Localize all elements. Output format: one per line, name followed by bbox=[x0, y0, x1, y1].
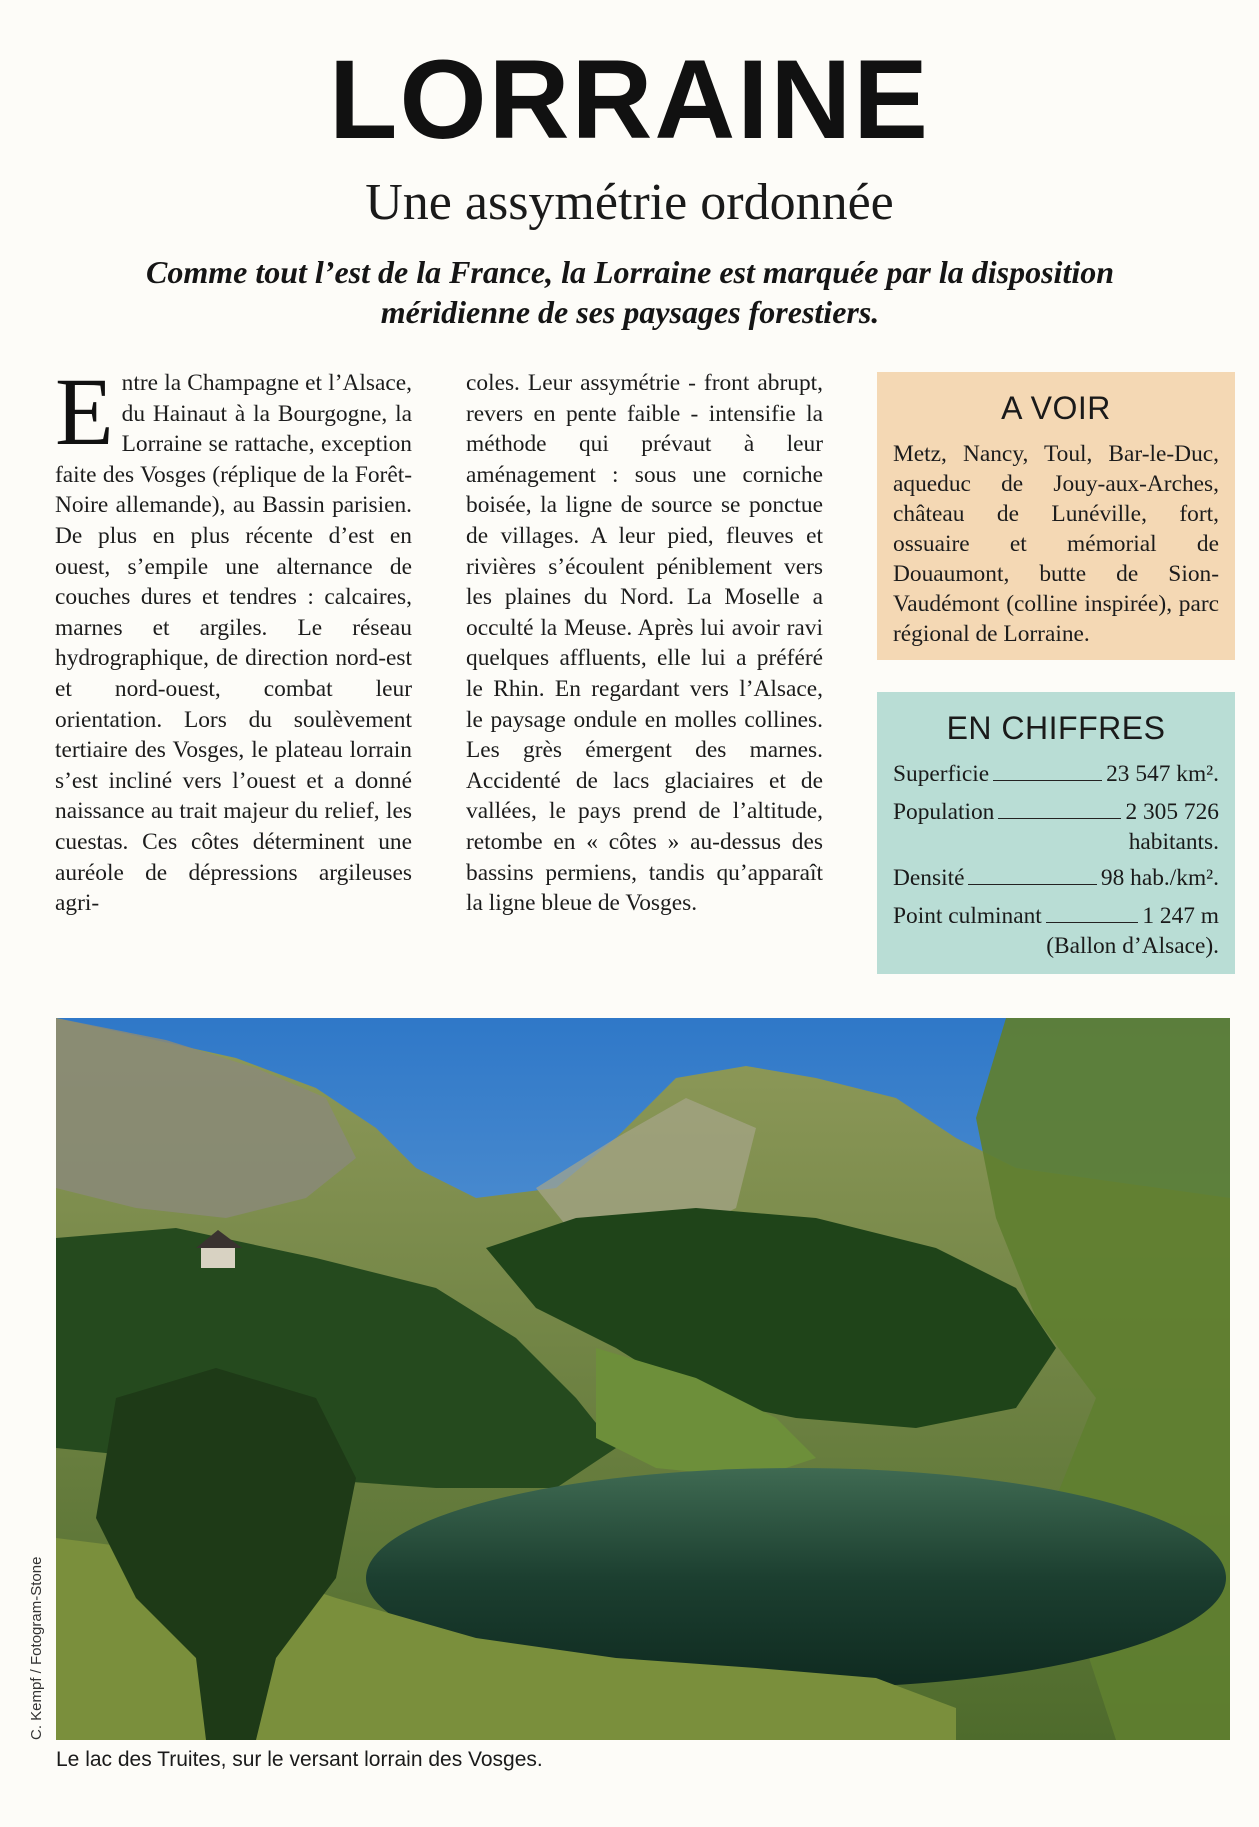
lake-landscape-illustration bbox=[56, 1018, 1230, 1740]
stat-population bbox=[893, 797, 1219, 827]
leader-line bbox=[968, 884, 1096, 885]
column-2-text: coles. Leur assymétrie - front abrupt, revers en pente faible - intensifie la méthode qui prévaut à leur aménagement : sous une corniche boisée, la ligne de source se ponctue de villages. A leur pied, fleuves et rivières s’écoulent péniblement vers les plaines du Nord. La Moselle a occulté la Meuse. Après lui avoir ravi quelques affluents, elle lui a préféré le Rhin. En regardant vers l’Alsace, le paysage ondule en molles collines. Les grès émergent des marnes. Accidenté de lacs glaciaires et de vallées, le pays prend de l’altitude, retombe en « côtes » au-dessus des bassins permiens, tandis qu’apparaît la ligne bleue de Vosges. bbox=[466, 370, 823, 917]
stat-point-culminant bbox=[893, 901, 1219, 931]
stat-label: Densité bbox=[893, 865, 965, 891]
stat-value: 2 305 726 bbox=[1125, 799, 1219, 825]
stat-densite bbox=[893, 863, 1219, 893]
en-chiffres-heading: EN CHIFFRES bbox=[946, 710, 1166, 746]
stat-value: 23 547 km². bbox=[1106, 761, 1219, 787]
stat-value: 1 247 m bbox=[1142, 903, 1219, 929]
stat-culminant-note: (Ballon d’Alsace). bbox=[1046, 933, 1219, 959]
a-voir-box bbox=[877, 372, 1235, 660]
a-voir-text: Metz, Nancy, Toul, Bar-le-Duc, aqueduc de Jouy-aux-Arches, château de Lunéville, fort, ossuaire et mémorial de Douaumont, butte de Sion-Vaudémont (colline inspirée), parc régional de Lorraine. bbox=[893, 441, 1219, 647]
stat-label: Population bbox=[893, 799, 995, 825]
leader-line bbox=[993, 780, 1102, 781]
page-subtitle: Une assymétrie ordonnée bbox=[365, 174, 894, 231]
a-voir-heading: A VOIR bbox=[1001, 390, 1111, 426]
page-title: LORRAINE bbox=[329, 37, 930, 162]
photo-credit: C. Kempf / Fotogram-Stone bbox=[28, 1556, 45, 1740]
photo-caption: Le lac des Truites, sur le versant lorrain des Vosges. bbox=[56, 1748, 543, 1771]
drop-cap: E bbox=[55, 358, 114, 465]
stat-value: 98 hab./km². bbox=[1100, 865, 1219, 891]
stat-superficie bbox=[893, 759, 1219, 789]
lake-photo bbox=[56, 1018, 1230, 1740]
en-chiffres-box bbox=[877, 692, 1235, 974]
stat-label: Superficie bbox=[893, 761, 990, 787]
leader-line bbox=[1046, 922, 1139, 923]
article-column-1 bbox=[55, 358, 412, 919]
column-1-text: ntre la Champagne et l’Alsace, du Hainaut à la Bourgogne, la Lorraine se rattache, exception faite des Vosges (réplique de la Forêt-Noire allemande), au Bassin parisien. De plus en plus récente d’est en ouest, s’empile une alternance de couches dures et tendres : calcaires, marnes et argiles. Le réseau hydrographique, de direction nord-est et nord-ouest, combat leur orientation. Lors du soulèvement tertiaire des Vosges, le plateau lorrain s’est incliné vers l’ouest et a donné naissance au trait majeur du relief, les cuestas. Ces côtes déterminent une auréole de dépressions argileuses agri- bbox=[55, 370, 412, 917]
lede-paragraph: Comme tout l’est de la France, la Lorraine est marquée par la disposition méridienne de ses paysages forestiers. bbox=[145, 254, 1115, 330]
cabin bbox=[201, 1246, 235, 1268]
stat-population-unit: habitants. bbox=[1128, 829, 1219, 855]
article-column-2 bbox=[466, 368, 823, 919]
stat-label: Point culminant bbox=[893, 903, 1042, 929]
leader-line bbox=[998, 818, 1121, 819]
stats-list bbox=[893, 759, 1219, 961]
